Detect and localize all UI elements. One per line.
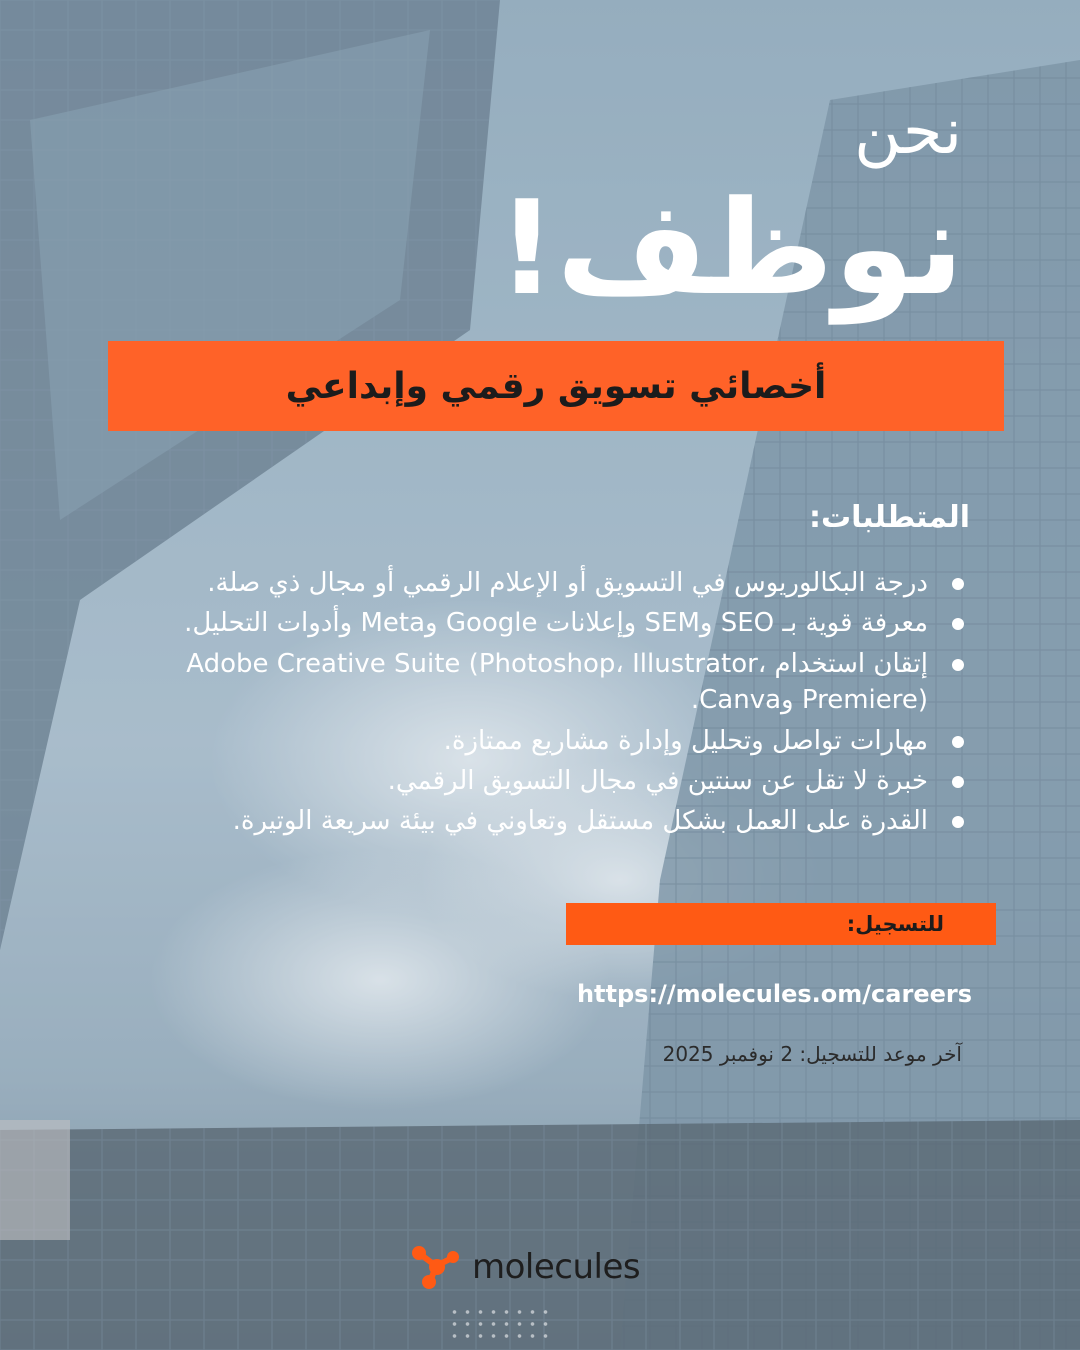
list-item xyxy=(140,605,970,641)
headline-big: نوظف! xyxy=(497,172,964,324)
requirement-text: القدرة على العمل بشكل مستقل وتعاوني في بيئة سريعة الوتيرة. xyxy=(232,806,928,837)
apply-label-bar xyxy=(566,903,996,945)
list-item xyxy=(140,565,970,601)
bullet-icon xyxy=(952,816,964,828)
job-title-banner xyxy=(108,341,1004,431)
headline-small: نحن xyxy=(854,95,962,169)
bullet-icon xyxy=(952,736,964,748)
job-title: أخصائي تسويق رقمي وإبداعي xyxy=(285,365,827,407)
requirements-heading: المتطلبات: xyxy=(808,500,970,535)
list-item xyxy=(140,723,970,759)
requirement-text: مهارات تواصل وتحليل وإدارة مشاريع ممتازة. xyxy=(443,725,928,756)
deadline-text: آخر موعد للتسجيل: 2 نوفمبر 2025 xyxy=(662,1042,962,1066)
requirement-text: معرفة قوية بـ SEO وSEM وإعلانات Google وMeta وأدوات التحليل. xyxy=(184,608,928,639)
bullet-icon xyxy=(952,618,964,630)
molecule-logo-icon xyxy=(410,1244,462,1290)
apply-label: للتسجيل: xyxy=(846,912,944,936)
requirement-text: إتقان استخدام Adobe Creative Suite (Photoshop، Illustrator، Premiere) وCanva. xyxy=(186,648,928,716)
decorative-dots xyxy=(448,1306,552,1342)
brand-name: molecules xyxy=(472,1247,641,1287)
list-item xyxy=(140,646,970,719)
brand-logo xyxy=(410,1244,640,1290)
bullet-icon xyxy=(952,578,964,590)
requirement-text: خبرة لا تقل عن سنتين في مجال التسويق الرقمي. xyxy=(387,765,928,796)
bullet-icon xyxy=(952,659,964,671)
bullet-icon xyxy=(952,776,964,788)
requirements-list xyxy=(140,565,970,844)
list-item xyxy=(140,803,970,839)
list-item xyxy=(140,763,970,799)
requirement-text: درجة البكالوريوس في التسويق أو الإعلام الرقمي أو مجال ذي صلة. xyxy=(207,568,928,598)
careers-link[interactable]: https://molecules.om/careers xyxy=(576,980,972,1008)
